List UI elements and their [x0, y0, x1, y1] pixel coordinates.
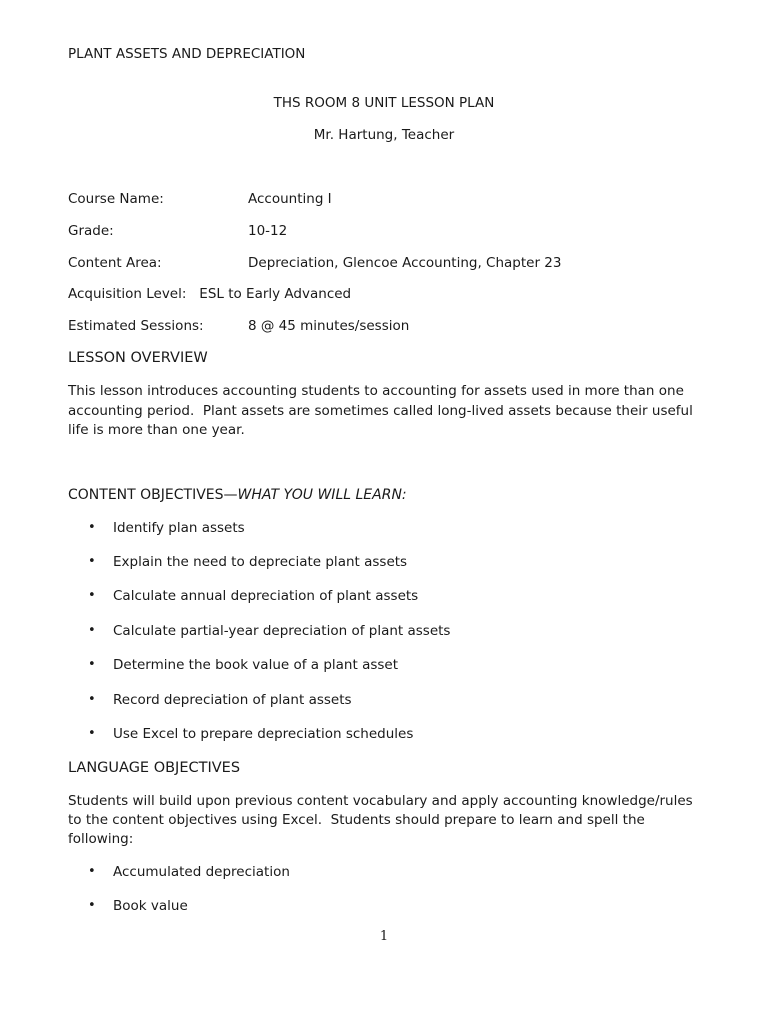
document-topic: PLANT ASSETS AND DEPRECIATION [68, 46, 306, 62]
course-name-value: Accounting I [248, 191, 332, 207]
bullet-icon: • [88, 588, 96, 603]
lesson-overview-heading: LESSON OVERVIEW [68, 350, 208, 366]
page-number: 1 [379, 929, 389, 944]
course-name-label: Course Name: [68, 191, 164, 207]
language-objectives-heading: LANGUAGE OBJECTIVES [68, 760, 241, 776]
bullet-icon: • [88, 864, 96, 879]
content-area-value: Depreciation, Glencoe Accounting, Chapter 23 [248, 255, 562, 271]
bullet-icon: • [88, 623, 96, 638]
bullet-icon: • [88, 898, 96, 913]
bullet-icon: • [88, 726, 96, 741]
bullet-icon: • [88, 657, 96, 672]
content-objectives-heading [68, 486, 407, 504]
bullet-icon: • [88, 554, 96, 569]
lesson-plan-title: THS ROOM 8 UNIT LESSON PLAN [273, 95, 495, 111]
bullet-icon: • [88, 692, 96, 707]
content-objectives-heading-prefix: CONTENT OBJECTIVES— [68, 487, 238, 503]
grade-label: Grade: [68, 223, 114, 239]
teacher-name: Mr. Hartung, Teacher [313, 127, 455, 143]
lesson-overview-text: This lesson introduces accounting students to accounting for assets used in more than one accounting period. Plant assets are sometimes called long-lived assets because their useful life is more than one year. [68, 383, 698, 438]
acquisition-level: Acquisition Level: ESL to Early Advanced [68, 286, 352, 302]
language-objectives-text: Students will build upon previous content vocabulary and apply accounting knowledge/rules to the content objectives using Excel. Students should prepare to learn and spell the following: [68, 793, 697, 847]
content-area-label: Content Area: [68, 255, 162, 271]
estimated-sessions-value: 8 @ 45 minutes/session [248, 318, 410, 334]
content-objectives-heading-emphasis: WHAT YOU WILL LEARN: [237, 487, 407, 503]
bullet-icon: • [88, 520, 96, 535]
estimated-sessions-label: Estimated Sessions: [68, 318, 204, 334]
grade-value: 10-12 [248, 223, 288, 239]
